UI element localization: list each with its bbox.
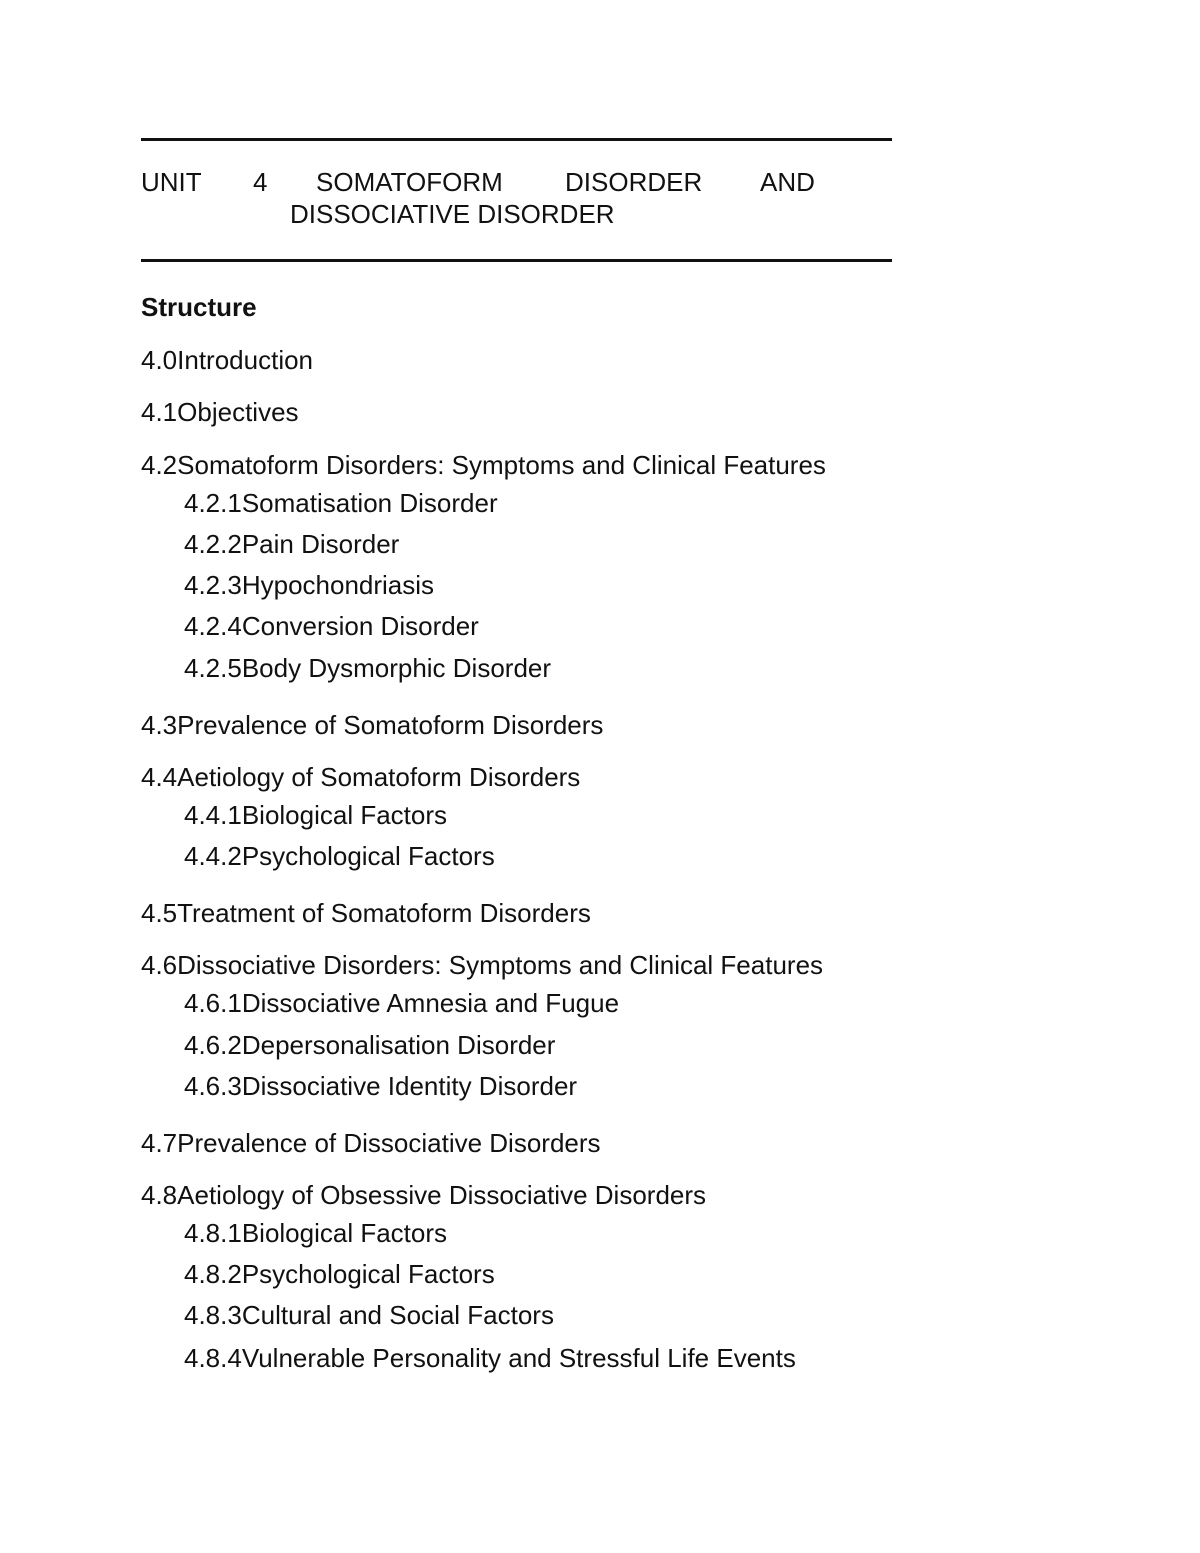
toc-item-4-5: 4.5Treatment of Somatoform Disorders <box>141 898 591 928</box>
top-horizontal-rule <box>141 138 892 141</box>
toc-item-4-6-1: 4.6.1Dissociative Amnesia and Fugue <box>184 988 620 1018</box>
toc-item-4-2-3: 4.2.3Hypochondriasis <box>184 570 435 600</box>
toc-item-4-3: 4.3Prevalence of Somatoform Disorders <box>141 710 604 740</box>
toc-item-4-4: 4.4Aetiology of Somatoform Disorders <box>141 762 581 792</box>
toc-item-4-2-1: 4.2.1Somatisation Disorder <box>184 488 498 518</box>
toc-item-4-8: 4.8Aetiology of Obsessive Dissociative Disorders <box>141 1180 707 1210</box>
toc-item-4-4-1: 4.4.1Biological Factors <box>184 800 448 830</box>
toc-item-4-6-2: 4.6.2Depersonalisation Disorder <box>184 1030 556 1060</box>
unit-title-line-2: DISSOCIATIVE DISORDER <box>290 199 615 229</box>
toc-item-4-2-2: 4.2.2Pain Disorder <box>184 529 400 559</box>
toc-item-4-1: 4.1Objectives <box>141 397 299 427</box>
toc-item-4-6-3: 4.6.3Dissociative Identity Disorder <box>184 1071 578 1101</box>
unit-label: UNIT <box>141 167 202 197</box>
unit-title-line-1 <box>141 166 817 198</box>
bottom-horizontal-rule <box>141 259 892 262</box>
toc-item-4-6: 4.6Dissociative Disorders: Symptoms and Clinical Features <box>141 950 824 980</box>
toc-item-4-8-2: 4.8.2Psychological Factors <box>184 1259 495 1289</box>
title-word-somatoform: SOMATOFORM <box>316 167 503 197</box>
toc-item-4-8-3: 4.8.3Cultural and Social Factors <box>184 1300 554 1330</box>
title-word-and: AND <box>760 167 815 197</box>
toc-item-4-0: 4.0Introduction <box>141 345 314 375</box>
toc-item-4-2: 4.2Somatoform Disorders: Symptoms and Clinical Features <box>141 450 826 480</box>
toc-item-4-8-1: 4.8.1Biological Factors <box>184 1218 448 1248</box>
toc-item-4-8-4: 4.8.4Vulnerable Personality and Stressful Life Events <box>184 1343 796 1373</box>
title-word-disorder: DISORDER <box>565 167 703 197</box>
toc-item-4-2-5: 4.2.5Body Dysmorphic Disorder <box>184 653 552 683</box>
unit-number: 4 <box>253 167 268 197</box>
structure-heading: Structure <box>141 292 257 322</box>
toc-item-4-4-2: 4.4.2Psychological Factors <box>184 841 495 871</box>
toc-item-4-2-4: 4.2.4Conversion Disorder <box>184 611 479 641</box>
toc-item-4-7: 4.7Prevalence of Dissociative Disorders <box>141 1128 601 1158</box>
